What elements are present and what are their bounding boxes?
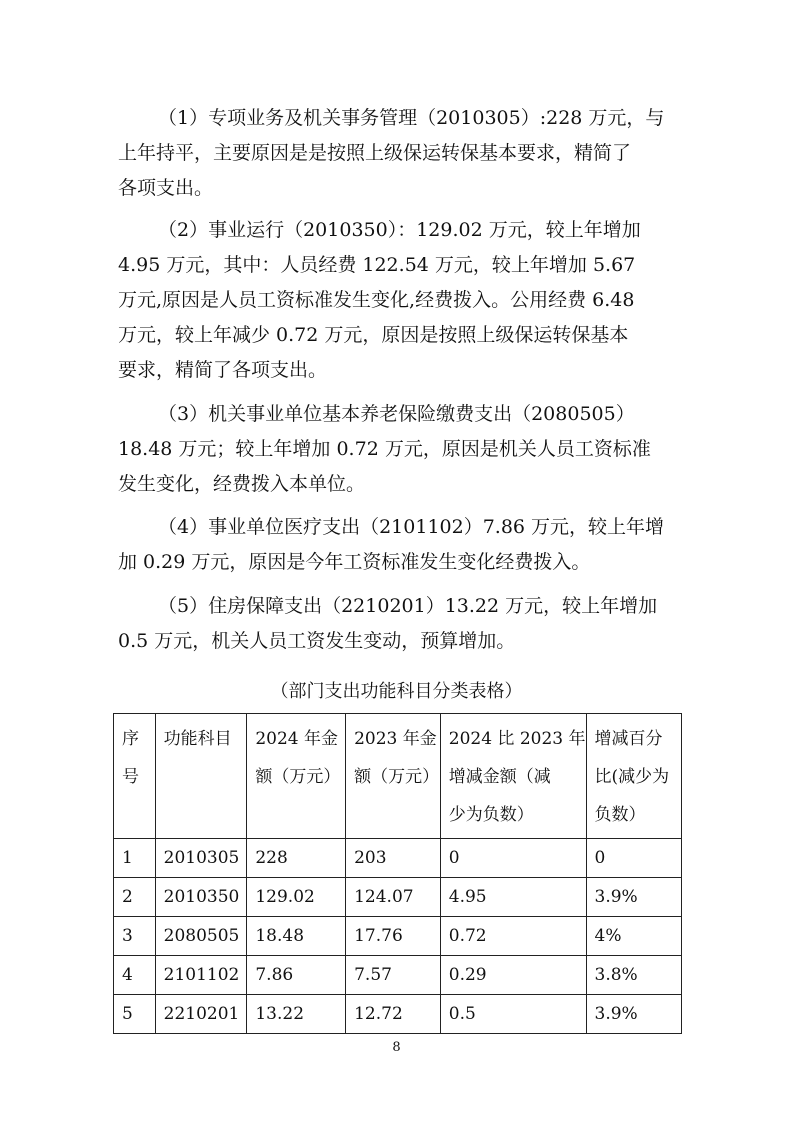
header-line: 序 bbox=[122, 729, 139, 749]
paragraph-line: 0.5 万元，机关人员工资发生变动，预算增加。 bbox=[118, 630, 516, 652]
header-2024-amount bbox=[247, 714, 346, 839]
header-change-percent bbox=[586, 714, 681, 839]
cell-change-amount: 0.5 bbox=[440, 995, 586, 1034]
paragraph-line: 加 0.29 万元，原因是今年工资标准发生变化经费拨入。 bbox=[118, 551, 591, 573]
table-row bbox=[114, 956, 682, 995]
cell-change-amount: 0.29 bbox=[440, 956, 586, 995]
cell-index: 4 bbox=[114, 956, 156, 995]
cell-change-amount: 0.72 bbox=[440, 917, 586, 956]
header-index bbox=[114, 714, 156, 839]
cell-2023-amount: 17.76 bbox=[346, 917, 441, 956]
cell-function-code: 2101102 bbox=[155, 956, 247, 995]
cell-index: 3 bbox=[114, 917, 156, 956]
header-line: 额（万元） bbox=[255, 767, 341, 787]
paragraph-line: （5）住房保障支出（2210201）13.22 万元，较上年增加 bbox=[158, 595, 658, 617]
paragraph-line: 发生变化，经费拨入本单位。 bbox=[118, 473, 366, 495]
cell-function-code: 2010305 bbox=[155, 839, 247, 878]
cell-2024-amount: 13.22 bbox=[247, 995, 346, 1034]
cell-2023-amount: 124.07 bbox=[346, 878, 441, 917]
cell-change-percent: 0 bbox=[586, 839, 681, 878]
header-line: 2024 年金 bbox=[255, 729, 339, 749]
function-category-table bbox=[113, 713, 682, 1034]
paragraph-4 bbox=[118, 510, 678, 580]
header-line: 额（万元） bbox=[354, 767, 440, 787]
header-line: 增减金额（减 bbox=[448, 767, 551, 787]
cell-change-amount: 0 bbox=[440, 839, 586, 878]
header-line: 比(减少为 bbox=[594, 767, 670, 787]
table-row bbox=[114, 917, 682, 956]
table-caption: （部门支出功能科目分类表格） bbox=[270, 681, 523, 702]
cell-function-code: 2080505 bbox=[155, 917, 247, 956]
cell-function-code: 2010350 bbox=[155, 878, 247, 917]
paragraph-line: 4.95 万元，其中：人员经费 122.54 万元，较上年增加 5.67 bbox=[118, 254, 636, 276]
cell-change-percent: 3.8% bbox=[586, 956, 681, 995]
header-line: 2024 比 2023 年 bbox=[448, 729, 586, 749]
paragraph-3 bbox=[118, 397, 678, 502]
paragraph-line: 要求，精简了各项支出。 bbox=[118, 359, 328, 381]
paragraph-line: 万元,原因是人员工资标准发生变化,经费拨入。公用经费 6.48 bbox=[118, 289, 635, 311]
paragraph-2 bbox=[118, 213, 678, 388]
header-line: 号 bbox=[122, 767, 139, 787]
cell-2023-amount: 7.57 bbox=[346, 956, 441, 995]
cell-2024-amount: 18.48 bbox=[247, 917, 346, 956]
cell-index: 1 bbox=[114, 839, 156, 878]
paragraph-line: （3）机关事业单位基本养老保险缴费支出（2080505） bbox=[158, 403, 635, 425]
header-function-code bbox=[155, 714, 247, 839]
paragraph-line: 万元，较上年减少 0.72 万元，原因是按照上级保运转保基本 bbox=[118, 324, 629, 346]
table-row bbox=[114, 839, 682, 878]
paragraph-line: 18.48 万元；较上年增加 0.72 万元，原因是机关人员工资标准 bbox=[118, 438, 651, 460]
table-header-row bbox=[114, 714, 682, 839]
paragraph-1 bbox=[118, 101, 678, 206]
cell-2024-amount: 228 bbox=[247, 839, 346, 878]
table-row bbox=[114, 995, 682, 1034]
header-change-amount bbox=[440, 714, 586, 839]
cell-index: 2 bbox=[114, 878, 156, 917]
paragraph-line: （1）专项业务及机关事务管理（2010305）:228 万元，与 bbox=[158, 107, 665, 129]
cell-change-amount: 4.95 bbox=[440, 878, 586, 917]
header-2023-amount bbox=[346, 714, 441, 839]
header-line: 负数） bbox=[594, 805, 646, 825]
cell-2024-amount: 7.86 bbox=[247, 956, 346, 995]
paragraph-line: （2）事业运行（2010350）：129.02 万元，较上年增加 bbox=[158, 219, 641, 241]
cell-change-percent: 3.9% bbox=[586, 878, 681, 917]
cell-2023-amount: 12.72 bbox=[346, 995, 441, 1034]
paragraph-5 bbox=[118, 589, 678, 659]
paragraph-line: 上年持平，主要原因是是按照上级保运转保基本要求，精简了 bbox=[118, 142, 632, 164]
cell-2024-amount: 129.02 bbox=[247, 878, 346, 917]
header-line: 少为负数） bbox=[448, 805, 534, 825]
cell-change-percent: 3.9% bbox=[586, 995, 681, 1034]
cell-change-percent: 4% bbox=[586, 917, 681, 956]
cell-index: 5 bbox=[114, 995, 156, 1034]
page-number: 8 bbox=[392, 1040, 401, 1055]
paragraph-line: 各项支出。 bbox=[118, 177, 214, 199]
header-line: 增减百分 bbox=[594, 729, 663, 749]
cell-function-code: 2210201 bbox=[155, 995, 247, 1034]
header-line: 功能科目 bbox=[163, 729, 232, 749]
paragraph-line: （4）事业单位医疗支出（2101102）7.86 万元，较上年增 bbox=[158, 516, 665, 538]
cell-2023-amount: 203 bbox=[346, 839, 441, 878]
header-line: 2023 年金 bbox=[354, 729, 437, 749]
table-row bbox=[114, 878, 682, 917]
